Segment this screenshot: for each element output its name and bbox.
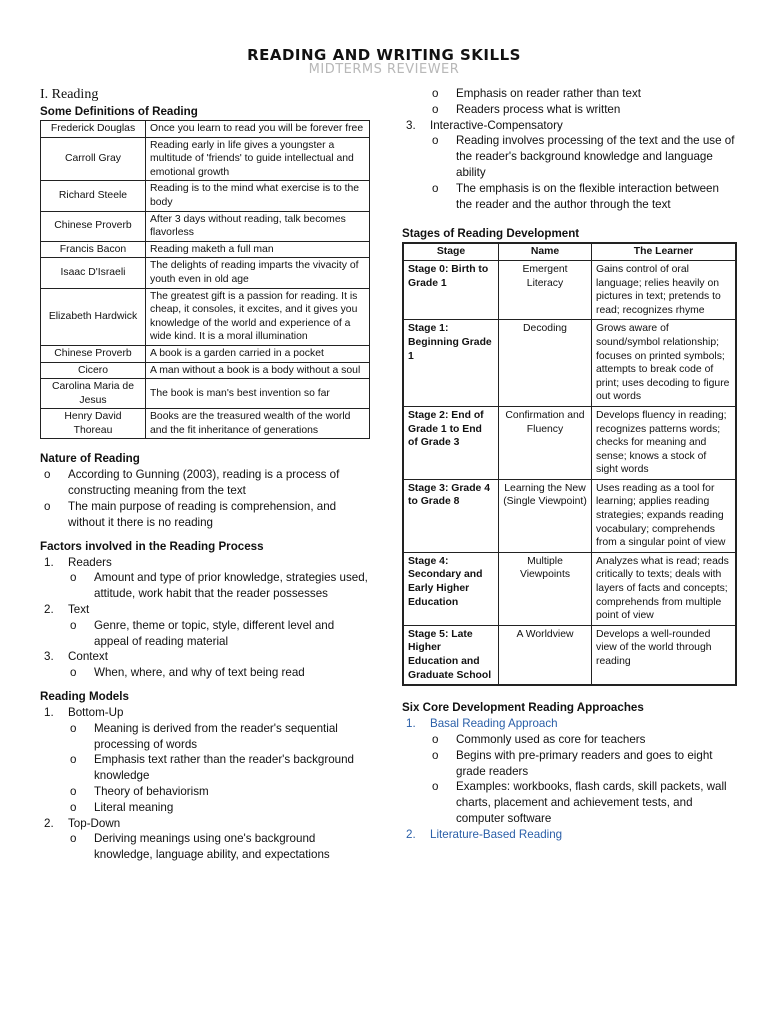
sub-item (402, 732, 737, 748)
bullet-text: Emphasis text rather than the reader's background knowledge (94, 753, 354, 783)
nature-item (40, 467, 370, 499)
stage-row (403, 260, 736, 319)
name-header: Name (499, 243, 592, 260)
stage-label: Stage 1: Beginning Grade 1 (403, 320, 499, 407)
bullet-text: Emphasis on reader rather than text (456, 87, 641, 100)
numbered-item (40, 602, 370, 618)
definition-row (41, 137, 370, 181)
definitions-table (40, 120, 370, 439)
author-name: Carroll Gray (41, 137, 146, 181)
bullet-text: The main purpose of reading is comprehension, and without it there is no reading (68, 500, 337, 529)
models-continued (402, 86, 737, 212)
bullet-text: Deriving meanings using one's background knowledge, language ability, and expectations (94, 832, 330, 862)
numbered-item (402, 827, 737, 843)
item-label: Basal Reading Approach (430, 717, 558, 731)
bullet-marker: o (432, 181, 439, 195)
definition-row (41, 379, 370, 409)
sub-item (402, 748, 737, 780)
right-column (402, 86, 737, 843)
bullet-text: Genre, theme or topic, style, different level and appeal of reading material (94, 618, 335, 648)
author-name: Henry David Thoreau (41, 409, 146, 439)
stages-title: Stages of Reading Development (402, 227, 580, 241)
definition-row (41, 241, 370, 258)
sub-item (402, 181, 737, 213)
bullet-marker: o (44, 500, 51, 514)
sub-item (402, 86, 737, 102)
definition-quote: The delights of reading imparts the vivacity of youth even in old age (146, 258, 370, 288)
author-name: Isaac D'Israeli (41, 258, 146, 288)
stage-row (403, 552, 736, 625)
definition-row (41, 288, 370, 345)
bullet-marker: o (432, 87, 439, 100)
item-number: 3. (406, 118, 416, 132)
stage-learner: Develops a well-rounded view of the world through reading (592, 625, 737, 685)
sub-item (40, 752, 370, 784)
bullet-text: Theory of behaviorism (94, 785, 209, 799)
author-name: Richard Steele (41, 181, 146, 211)
stage-name: Multiple Viewpoints (499, 552, 592, 625)
definition-quote: Books are the treasured wealth of the world and the fit inheritance of generations (146, 409, 370, 439)
factors-list (40, 555, 370, 681)
stage-label: Stage 0: Birth to Grade 1 (403, 260, 499, 319)
models-title: Reading Models (40, 690, 129, 704)
definition-quote: The greatest gift is a passion for reading. It is cheap, it consoles, it excites, and it gives you knowledge of the world and experience of a wide kind. It is a moral illumination (146, 288, 370, 345)
stage-learner: Gains control of oral language; relies heavily on pictures in text; pretends to read; recognizes rhyme (592, 260, 737, 319)
stage-name: Decoding (499, 320, 592, 407)
author-name: Carolina Maria de Jesus (41, 379, 146, 409)
definition-row (41, 362, 370, 379)
author-name: Francis Bacon (41, 241, 146, 258)
bullet-text: Literal meaning (94, 800, 174, 814)
item-label: Readers (68, 555, 112, 569)
nature-list (40, 467, 370, 530)
bullet-text: Amount and type of prior knowledge, strategies used, attitude, work habit that the reader possesses (94, 571, 368, 601)
item-number: 2. (406, 827, 416, 841)
sub-item (40, 618, 370, 650)
stage-name: Emergent Literacy (499, 260, 592, 319)
bullet-marker: o (432, 732, 439, 746)
stage-learner: Analyzes what is read; reads critically to texts; deals with layers of facts and concepts; comprehends from multiple point of view (592, 552, 737, 625)
bullet-marker: o (70, 832, 77, 846)
bullet-marker: o (432, 748, 439, 762)
stage-header: Stage (403, 243, 499, 260)
stage-label: Stage 3: Grade 4 to Grade 8 (403, 479, 499, 552)
stage-name: Confirmation and Fluency (499, 406, 592, 479)
approaches-list (402, 716, 737, 842)
item-number: 2. (44, 816, 54, 830)
stage-name: Learning the New (Single Viewpoint) (499, 479, 592, 552)
bullet-marker: o (70, 721, 77, 735)
definition-quote: Reading maketh a full man (146, 241, 370, 258)
bullet-marker: o (432, 780, 439, 794)
nature-item (40, 499, 370, 531)
bullet-marker: o (432, 134, 439, 148)
item-label: Top-Down (68, 816, 121, 830)
definitions-title: Some Definitions of Reading (40, 105, 198, 118)
stage-learner: Develops fluency in reading; recognizes patterns words; checks for meaning and sense; knows a stock of sight words (592, 406, 737, 479)
stage-row (403, 479, 736, 552)
definition-row (41, 345, 370, 362)
definition-row (41, 258, 370, 288)
numbered-item (40, 649, 370, 665)
bullet-text: When, where, and why of text being read (94, 666, 305, 680)
numbered-item (40, 705, 370, 721)
page-subtitle: MIDTERMS REVIEWER (308, 62, 460, 77)
page-title: READING AND WRITING SKILLS (247, 46, 521, 64)
bullet-marker: o (44, 468, 51, 482)
definition-quote: Reading early in life gives a youngster a multitude of 'friends' to guide intellectual and emotional growth (146, 137, 370, 181)
sub-item (40, 665, 370, 681)
item-number: 1. (44, 555, 54, 569)
bullet-text: Commonly used as core for teachers (456, 732, 646, 746)
bullet-marker: o (70, 753, 77, 767)
bullet-text: Begins with pre-primary readers and goes to eight grade readers (456, 748, 713, 778)
factors-title: Factors involved in the Reading Process (40, 539, 264, 553)
author-name: Cicero (41, 362, 146, 379)
sub-item (40, 800, 370, 816)
left-column (40, 86, 370, 863)
item-label: Interactive-Compensatory (430, 118, 563, 132)
bullet-marker: o (70, 666, 77, 680)
definition-quote: A man without a book is a body without a soul (146, 362, 370, 379)
sub-item (40, 570, 370, 602)
sub-item (402, 779, 737, 826)
stage-label: Stage 2: End of Grade 1 to End of Grade 3 (403, 406, 499, 479)
numbered-item (402, 716, 737, 732)
sub-item (402, 102, 737, 118)
stage-row (403, 625, 736, 685)
bullet-text: Reading involves processing of the text and the use of the reader's background knowledge and language ability (456, 134, 735, 179)
stages-table (402, 242, 737, 686)
item-label: Context (68, 650, 108, 664)
bullet-marker: o (432, 102, 439, 116)
bullet-marker: o (70, 785, 77, 799)
bullet-marker: o (70, 800, 77, 814)
sub-item (40, 721, 370, 753)
bullet-text: According to Gunning (2003), reading is a process of constructing meaning from the text (68, 468, 340, 498)
definition-row (41, 409, 370, 439)
stage-learner: Grows aware of sound/symbol relationship; focuses on printed symbols; attempts to break code of print; uses decoding to figure out words (592, 320, 737, 407)
definition-quote: After 3 days without reading, talk becomes flavorless (146, 211, 370, 241)
stage-row (403, 406, 736, 479)
stage-label: Stage 5: Late Higher Education and Graduate School (403, 625, 499, 685)
author-name: Frederick Douglas (41, 121, 146, 138)
numbered-item (40, 816, 370, 832)
sub-item (40, 831, 370, 863)
definition-quote: The book is man's best invention so far (146, 379, 370, 409)
learner-header: The Learner (592, 243, 737, 260)
definition-quote: A book is a garden carried in a pocket (146, 345, 370, 362)
author-name: Chinese Proverb (41, 211, 146, 241)
item-number: 2. (44, 603, 54, 617)
definition-row (41, 211, 370, 241)
stage-name: A Worldview (499, 625, 592, 685)
definition-row (41, 121, 370, 138)
stage-row (403, 320, 736, 407)
bullet-text: Meaning is derived from the reader's sequential processing of words (94, 721, 338, 751)
definition-quote: Reading is to the mind what exercise is to the body (146, 181, 370, 211)
stage-label: Stage 4: Secondary and Early Higher Education (403, 552, 499, 625)
sub-item (40, 784, 370, 800)
nature-title: Nature of Reading (40, 452, 140, 466)
sub-item (402, 133, 737, 180)
item-label: Literature-Based Reading (430, 827, 563, 841)
stage-learner: Uses reading as a tool for learning; applies reading strategies; expands reading vocabulary; comprehends from a singular point of view (592, 479, 737, 552)
approaches-title: Six Core Development Reading Approaches (402, 701, 644, 715)
author-name: Chinese Proverb (41, 345, 146, 362)
author-name: Elizabeth Hardwick (41, 288, 146, 345)
definition-quote: Once you learn to read you will be forever free (146, 121, 370, 138)
item-number: 1. (44, 706, 54, 720)
bullet-marker: o (70, 571, 77, 585)
item-label: Text (68, 603, 90, 617)
models-list (40, 705, 370, 863)
numbered-item (402, 118, 737, 134)
item-label: Bottom-Up (68, 706, 124, 720)
numbered-item (40, 555, 370, 571)
section-heading: I. Reading (40, 87, 99, 102)
bullet-text: The emphasis is on the flexible interaction between the reader and the author through the text (456, 181, 719, 211)
item-number: 3. (44, 650, 54, 664)
item-number: 1. (406, 717, 416, 731)
bullet-marker: o (70, 618, 77, 632)
definition-row (41, 181, 370, 211)
bullet-text: Examples: workbooks, flash cards, skill packets, wall charts, placement and achievement tests, and computer software (456, 780, 727, 825)
bullet-text: Readers process what is written (456, 102, 621, 116)
